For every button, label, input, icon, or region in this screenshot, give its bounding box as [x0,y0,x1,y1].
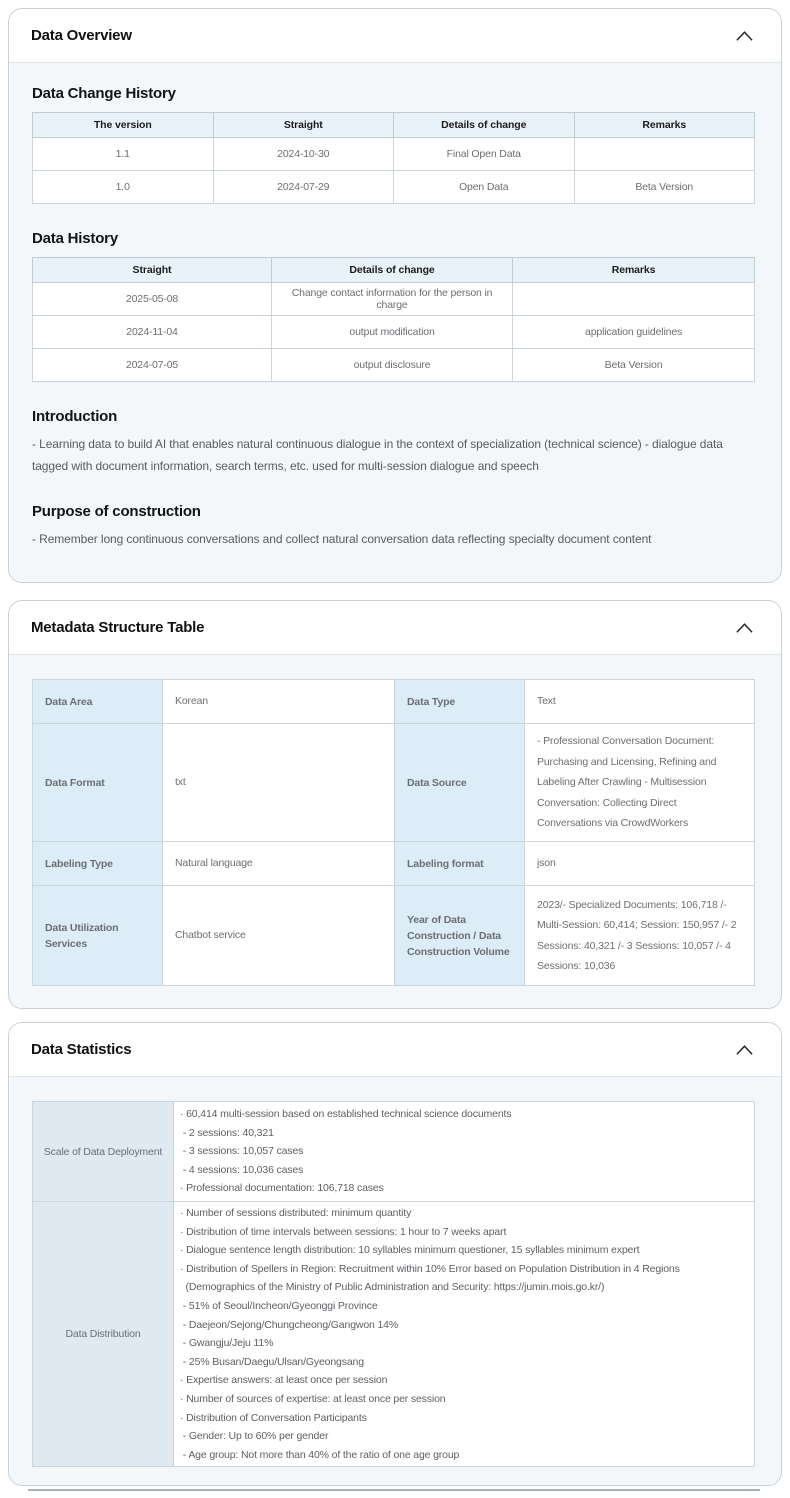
column-header: Straight [33,258,272,283]
metadata-value: txt [163,724,395,842]
metadata-value: Text [525,680,755,724]
table-header-row [33,113,755,138]
column-header: Details of change [271,258,512,283]
stat-line: - 2 sessions: 40,321 [180,1126,274,1139]
table-row [33,138,755,171]
heading-introduction: Introduction [32,408,118,425]
table-header-row [33,258,755,283]
statistics-content [174,1102,755,1202]
statistics-label: Scale of Data Deployment [33,1102,174,1202]
table-cell: application guidelines [513,316,755,349]
statistics-table [32,1101,755,1467]
heading-purpose: Purpose of construction [32,503,201,520]
table-row [33,349,755,382]
table-cell [574,138,755,171]
column-header: The version [33,113,214,138]
table-row [33,842,755,886]
metadata-label: Data Source [395,724,525,842]
metadata-label: Year of Data Construction / Data Construction Volume [395,886,525,986]
stat-line: · Professional documentation: 106,718 cases [180,1182,384,1195]
metadata-body [9,655,781,1006]
metadata-label: Labeling Type [33,842,163,886]
stat-line: - Gender: Up to 60% per gender [180,1430,329,1443]
section-data-overview [8,8,782,583]
chevron-up-icon[interactable] [735,1044,754,1056]
column-header: Details of change [394,113,575,138]
table-row [33,1202,755,1467]
next-section-top-edge [28,1489,760,1491]
table-cell: 2024-10-30 [213,138,394,171]
heading-data-change-history: Data Change History [32,85,176,102]
metadata-label: Data Format [33,724,163,842]
stat-line: - Daejeon/Sejong/Chungcheong/Gangwon 14% [180,1318,399,1331]
table-row [33,1102,755,1202]
metadata-value: Korean [163,680,395,724]
stat-line: · Expertise answers: at least once per session [180,1374,388,1387]
metadata-structure-header[interactable] [9,601,781,655]
table-cell: 2024-07-29 [213,171,394,204]
statistics-label: Data Distribution [33,1202,174,1467]
table-cell [513,283,755,316]
metadata-value: - Professional Conversation Document: Purchasing and Licensing, Refining and Labeling After Crawling - Multisession Conversation: Collecting Direct Conversations via CrowdWorkers [525,724,755,842]
metadata-value: Chatbot service [163,886,395,986]
metadata-label: Data Area [33,680,163,724]
data-overview-body [9,63,781,570]
metadata-table [32,679,755,986]
stat-line: · 60,414 multi-session based on established technical science documents [180,1108,512,1121]
purpose-text: - Remember long continuous conversations and collect natural conversation data reflecting specialty document content [32,532,652,546]
data-overview-header[interactable] [9,9,781,63]
table-cell: Open Data [394,171,575,204]
stat-line: · Distribution of Spellers in Region: Recruitment within 10% Error based on Population Distribution in 4 Regions [180,1262,680,1275]
table-cell: output disclosure [271,349,512,382]
stat-line: - Age group: Not more than 40% of the ratio of one age group [180,1448,460,1461]
table-cell: 1.0 [33,171,214,204]
stat-line: · Number of sources of expertise: at least once per session [180,1392,446,1405]
statistics-body [9,1077,781,1486]
stat-line: - 25% Busan/Daegu/Ulsan/Gyeongsang [180,1355,364,1368]
table-cell: Beta Version [513,349,755,382]
section-title-statistics: Data Statistics [31,1041,132,1058]
stat-line: · Distribution of Conversation Participants [180,1411,367,1424]
stat-line: · Dialogue sentence length distribution: 10 syllables minimum questioner, 15 syllables minimum expert [180,1244,640,1257]
stat-line: - 51% of Seoul/Incheon/Gyeonggi Province [180,1299,378,1312]
metadata-label: Data Type [395,680,525,724]
metadata-value: json [525,842,755,886]
stat-line: · Distribution of time intervals between sessions: 1 hour to 7 weeks apart [180,1225,507,1238]
heading-data-history: Data History [32,230,118,247]
table-cell: 1.1 [33,138,214,171]
section-title-metadata: Metadata Structure Table [31,619,205,636]
section-metadata-structure [8,600,782,1009]
table-cell: Final Open Data [394,138,575,171]
column-header: Remarks [513,258,755,283]
table-row [33,680,755,724]
stat-line: - Gwangju/Jeju 11% [180,1337,274,1350]
stat-line: - 4 sessions: 10,036 cases [180,1163,304,1176]
metadata-value: 2023/- Specialized Documents: 106,718 /- Multi-Session: 60,414; Session: 150,957 /- 2 Sessions: 40,321 /- 3 Sessions: 10,057 /- 4 Sessions: 10,036 [525,886,755,986]
table-cell: 2024-07-05 [33,349,272,382]
table-row [33,316,755,349]
chevron-up-icon[interactable] [735,30,754,42]
metadata-label: Labeling format [395,842,525,886]
stat-line: (Demographics of the Ministry of Public Administration and Security: https://jumin.mois.go.kr/) [180,1281,605,1294]
table-cell: output modification [271,316,512,349]
chevron-up-icon[interactable] [735,622,754,634]
section-data-statistics [8,1022,782,1486]
statistics-content [174,1202,755,1467]
column-header: Remarks [574,113,755,138]
table-cell: 2024-11-04 [33,316,272,349]
data-statistics-header[interactable] [9,1023,781,1077]
data-change-history-table [32,112,755,204]
metadata-value: Natural language [163,842,395,886]
table-row [33,171,755,204]
table-cell: Change contact information for the person in charge [271,283,512,316]
introduction-text: - Learning data to build AI that enables natural continuous dialogue in the context of specialization (technical science) - dialogue data tagged with document information, search terms, etc. used for multi-session dialogue and speech [32,437,723,473]
column-header: Straight [213,113,394,138]
stat-line: - 3 sessions: 10,057 cases [180,1145,304,1158]
stat-line: · Number of sessions distributed: minimum quantity [180,1207,412,1219]
table-cell: Beta Version [574,171,755,204]
table-row [33,724,755,842]
data-history-table [32,257,755,382]
section-title-data-overview: Data Overview [31,27,132,44]
table-row [33,886,755,986]
table-row [33,283,755,316]
metadata-label: Data Utilization Services [33,886,163,986]
table-cell: 2025-05-08 [33,283,272,316]
